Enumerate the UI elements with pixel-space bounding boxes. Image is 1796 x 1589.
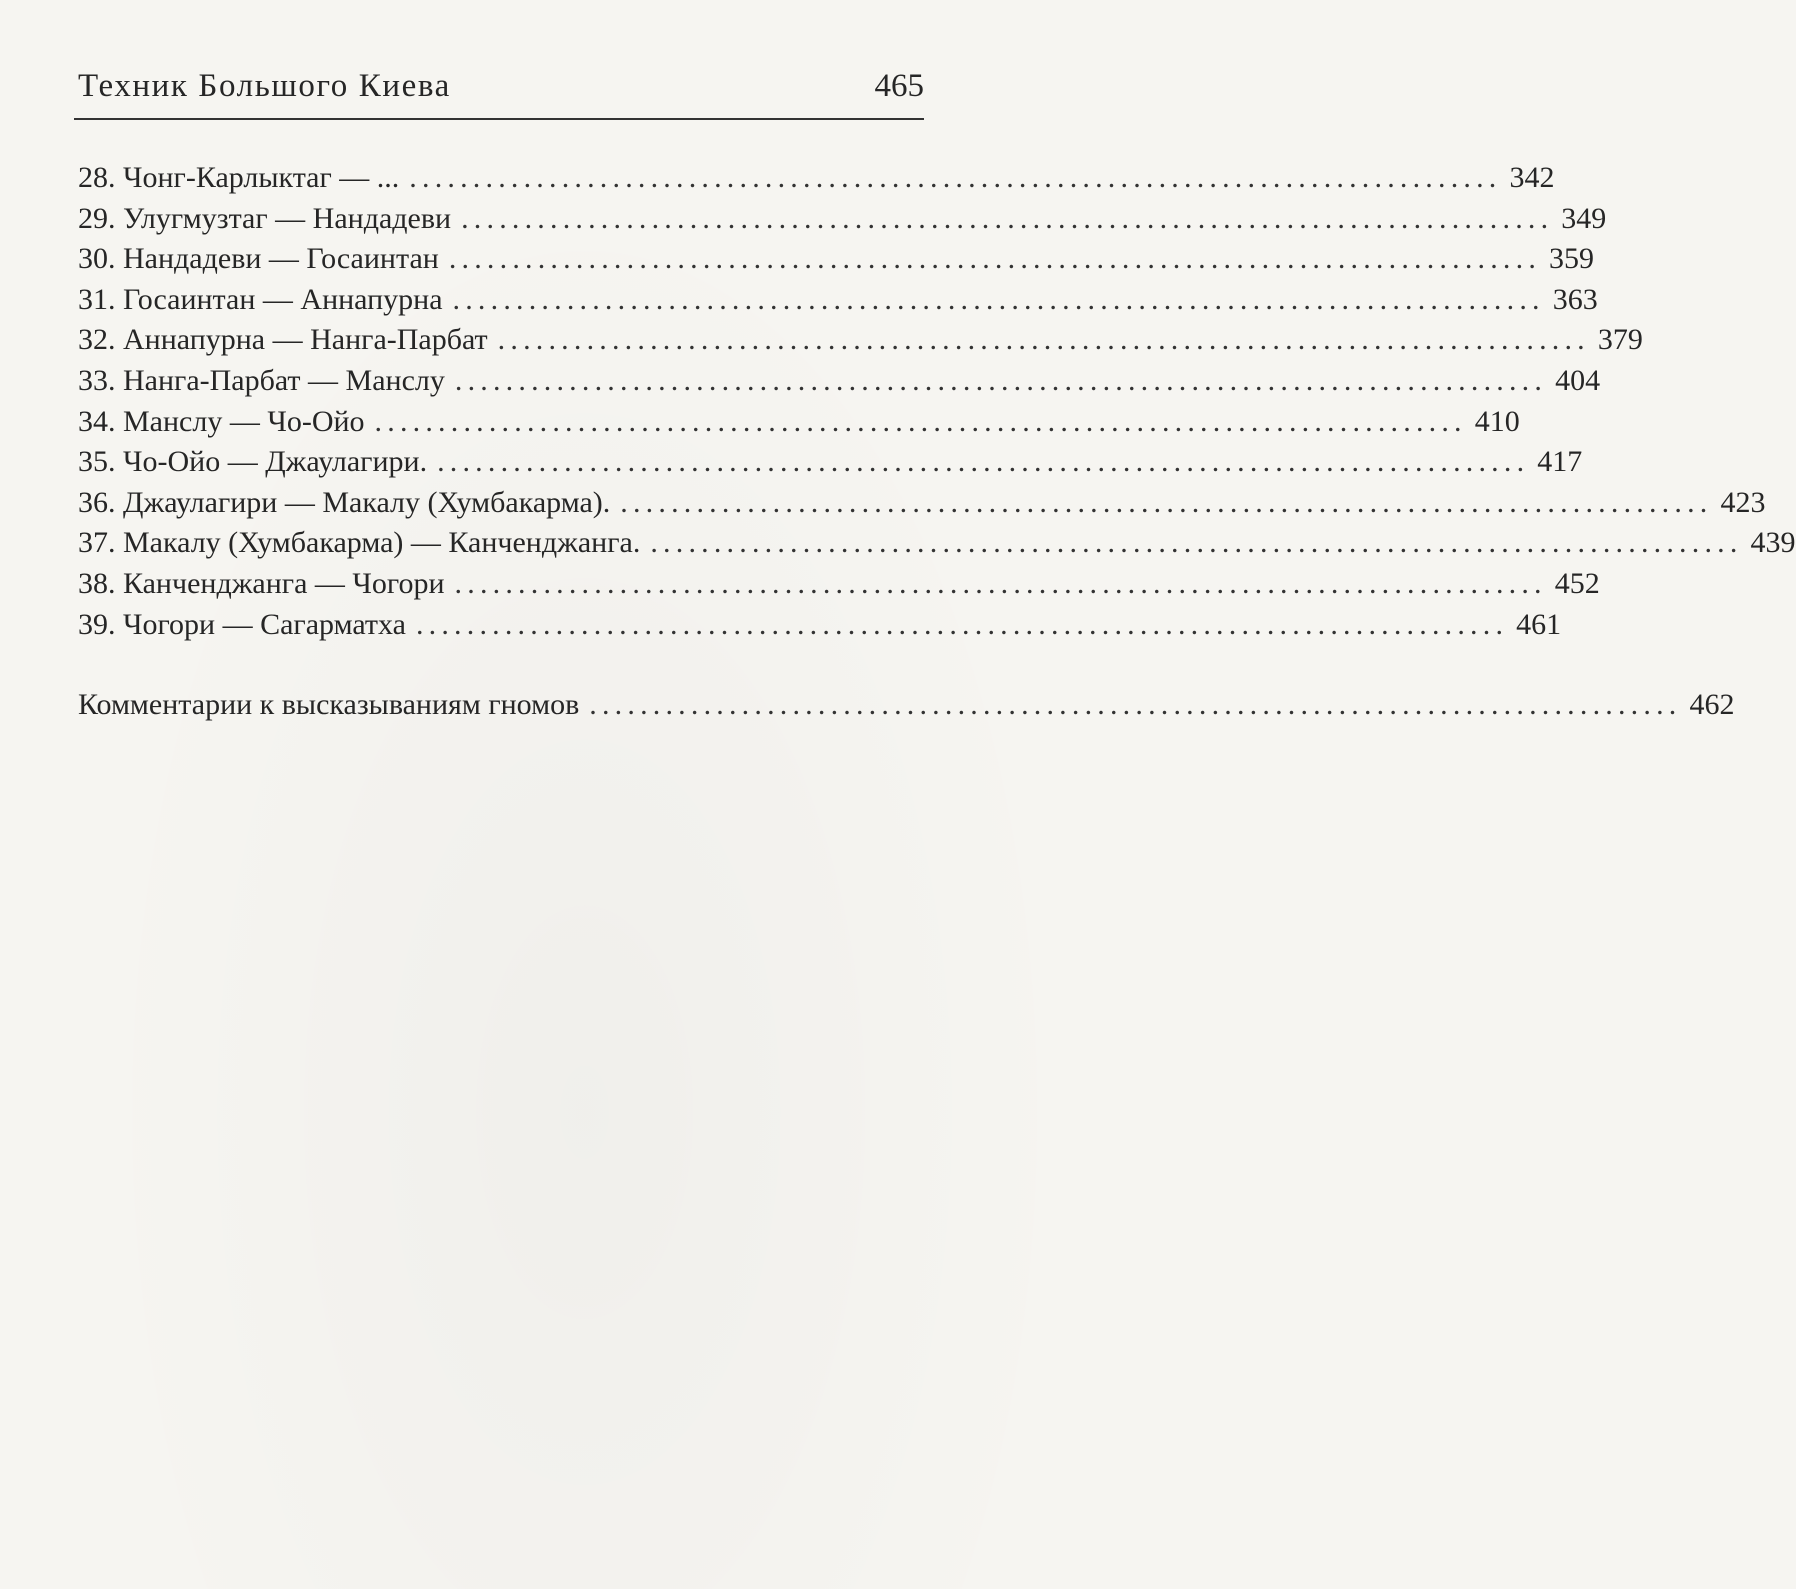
toc-entry-title: 30. Нандадеви — Госаинтан: [78, 242, 439, 276]
dot-leader: ......................................................................................: [650, 526, 1743, 560]
dot-leader: ......................................................................................: [374, 404, 1467, 438]
toc-entry-29: [78, 199, 1607, 240]
toc-entry-title: 37. Макалу (Хумбакарма) — Канченджанга.: [78, 526, 641, 560]
toc-entry-33: [78, 361, 1601, 402]
toc-entry-page: 452: [1554, 566, 1600, 600]
toc-entry-page: 342: [1509, 161, 1555, 194]
table-of-contents: [78, 158, 1796, 726]
toc-entry-page: 379: [1597, 323, 1643, 357]
toc-entry-35: [78, 442, 1583, 483]
dot-leader: ......................................................................................: [415, 607, 1509, 641]
toc-entry-38: [78, 564, 1600, 605]
toc-entry-page: 423: [1720, 485, 1766, 519]
dot-leader: ......................................................................................: [589, 688, 1682, 722]
running-title: Техник Большого Киева: [78, 68, 451, 104]
toc-entry-title: 34. Манслу — Чо-Ойо: [78, 404, 365, 438]
header-rule: [74, 118, 924, 120]
dot-leader: ......................................................................................: [454, 363, 1548, 397]
page-header: [78, 64, 924, 116]
toc-entry-34: [78, 402, 1520, 443]
dot-leader: ......................................................................................: [452, 282, 1545, 316]
toc-entry-page: 417: [1537, 445, 1583, 479]
toc-entry-page: 349: [1561, 201, 1607, 235]
toc-entry-page: 461: [1516, 607, 1562, 641]
dot-leader: ......................................................................................: [448, 242, 1542, 276]
toc-entry-title: 29. Улугмузтаг — Нандадеви: [78, 201, 452, 235]
toc-entry-37: [78, 523, 1796, 564]
dot-leader: ......................................................................................: [620, 485, 1713, 519]
toc-entry-36: [78, 483, 1766, 524]
dot-leader: ......................................................................................: [454, 566, 1547, 600]
toc-entry-title: Комментарии к высказываниям гномов: [78, 688, 580, 722]
toc-entry-28: [78, 158, 1555, 199]
toc-entry-title: 36. Джаулагири — Макалу (Хумбакарма).: [78, 485, 611, 519]
toc-entry-title: 33. Нанга-Парбат — Манслу: [78, 363, 445, 397]
toc-entry-title: 35. Чо-Ойо — Джаулагири.: [78, 445, 428, 479]
dot-leader: ......................................................................................: [409, 161, 1502, 194]
dot-leader: ......................................................................................: [497, 323, 1590, 357]
toc-spacer: [78, 645, 924, 685]
page-number: 465: [874, 68, 924, 104]
toc-entry-page: 410: [1474, 404, 1520, 438]
toc-entry-page: 359: [1549, 242, 1595, 276]
toc-entry-title: 38. Канченджанга — Чогори: [78, 566, 445, 600]
toc-entry-page: 462: [1689, 688, 1735, 722]
toc-entry-title: 31. Госаинтан — Аннапурна: [78, 282, 443, 316]
toc-entry-title: 32. Аннапурна — Нанга-Парбат: [78, 323, 488, 357]
toc-entry-39: [78, 605, 1562, 646]
dot-leader: ......................................................................................: [437, 445, 1530, 479]
toc-entry-page: 439: [1750, 526, 1796, 560]
toc-entry-page: 363: [1552, 282, 1598, 316]
toc-entry-title: 28. Чонг-Карлыктаг — ...: [78, 161, 400, 194]
toc-entry-page: 404: [1555, 363, 1601, 397]
toc-entry-30: [78, 239, 1595, 280]
toc-entry-32: [78, 320, 1643, 361]
toc-entry-31: [78, 280, 1598, 321]
toc-entry-title: 39. Чогори — Сагарматха: [78, 607, 406, 641]
toc-entry-appendix: [78, 685, 1735, 726]
dot-leader: ......................................................................................: [461, 201, 1554, 235]
